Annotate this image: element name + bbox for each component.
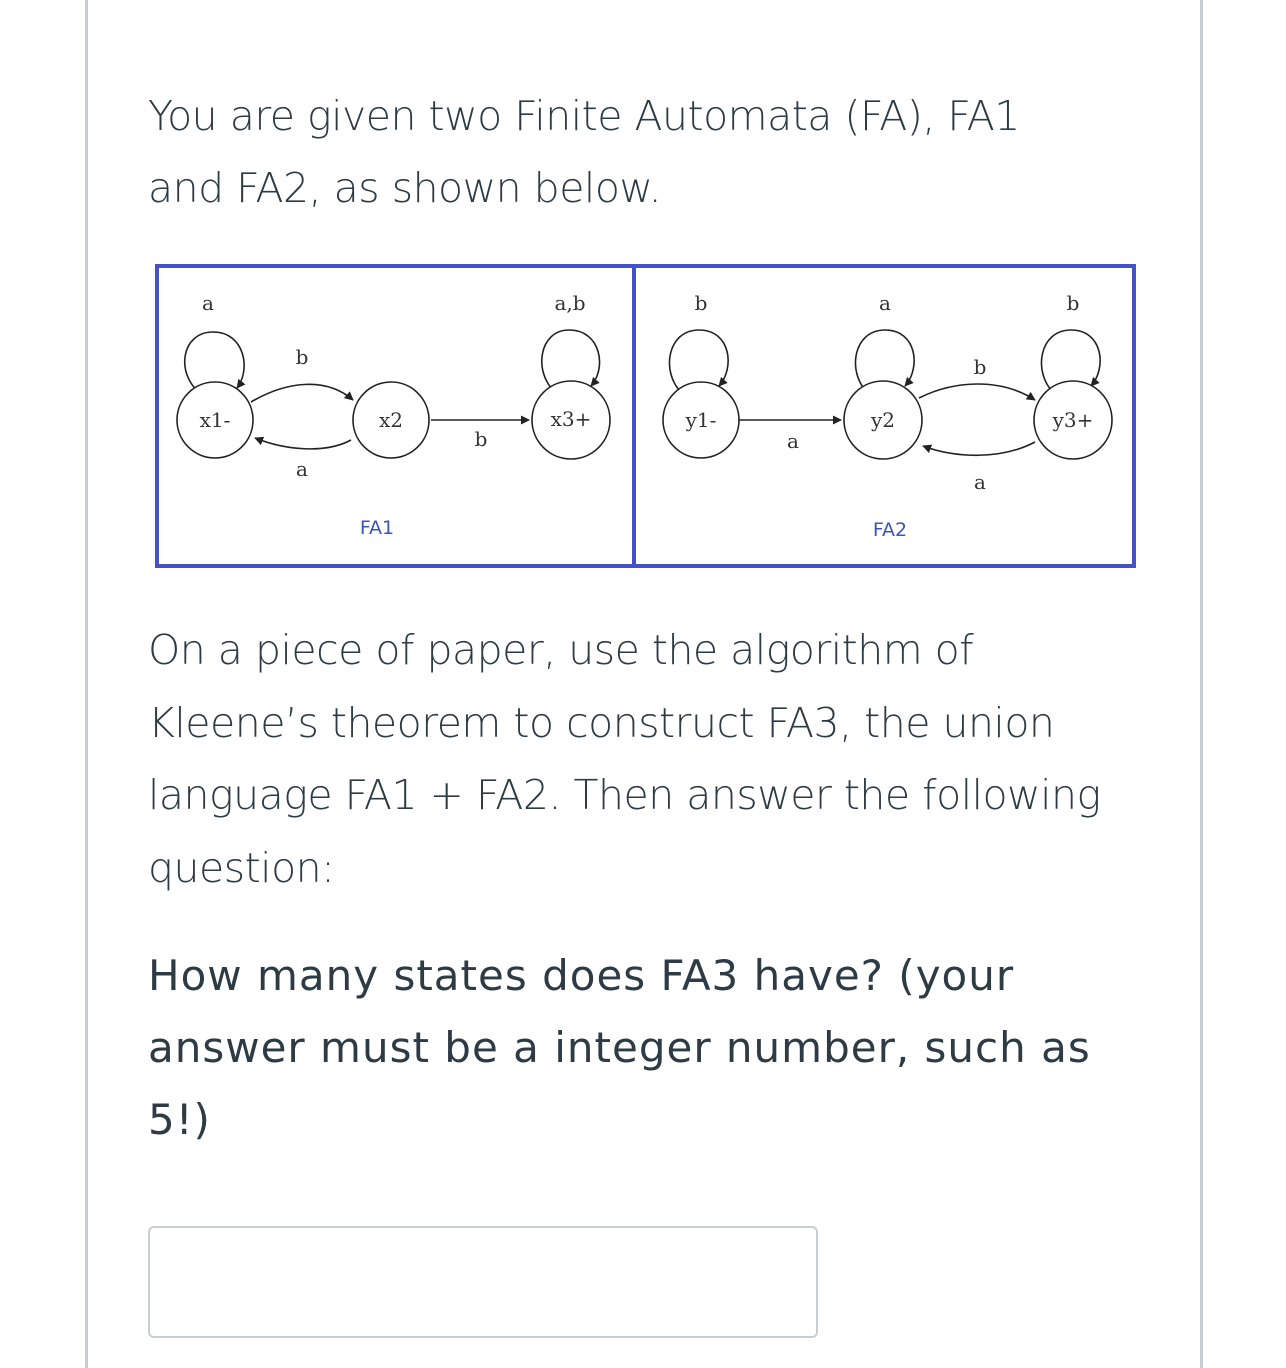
instructions-line: question: <box>148 843 335 892</box>
y2-to-y3-label: b <box>973 355 987 379</box>
question-line: answer must be a integer number, such as <box>148 1023 1091 1072</box>
state-y1-label: y1- <box>685 408 717 432</box>
intro-text <box>148 80 1148 224</box>
y3-to-y2-edge <box>923 442 1035 455</box>
y1-to-y2-label: a <box>787 429 799 453</box>
instructions-line: On a piece of paper, use the algorithm of <box>148 626 974 674</box>
x1-to-x2-label: b <box>295 345 309 369</box>
x1-loop-label: a <box>202 291 214 315</box>
question-text <box>148 940 1158 1156</box>
y2-loop-label: a <box>879 291 891 315</box>
fa2-caption: FA2 <box>872 519 908 541</box>
state-y3-label: y3+ <box>1052 408 1094 432</box>
fa1-caption: FA1 <box>359 517 395 539</box>
instructions-text <box>148 614 1158 904</box>
y3-loop-label: b <box>1066 291 1080 315</box>
instructions-line: language FA1 + FA2. Then answer the following <box>148 771 1101 819</box>
state-x2-label: x2 <box>378 408 404 432</box>
y1-loop-label: b <box>694 291 708 315</box>
y3-to-y2-label: a <box>974 470 986 494</box>
question-line: How many states does FA3 have? (your <box>148 951 1015 1000</box>
x2-to-x1-edge <box>255 438 351 449</box>
answer-input[interactable] <box>148 1226 818 1338</box>
state-y2-label: y2 <box>870 408 896 432</box>
y2-to-y3-edge <box>919 384 1035 400</box>
x1-to-x2-edge <box>251 384 353 402</box>
x2-to-x3-label: b <box>474 427 488 451</box>
automata-diagram <box>155 264 1137 568</box>
intro-line: You are given two Finite Automata (FA), FA1 <box>148 92 1020 140</box>
state-x3-label: x3+ <box>550 407 592 431</box>
x3-loop-label: a,b <box>554 291 586 315</box>
intro-line: and FA2, as shown below. <box>148 164 662 212</box>
state-x1-label: x1- <box>199 408 231 432</box>
x2-to-x1-label: a <box>296 457 308 481</box>
instructions-line: Kleene’s theorem to construct FA3, the union <box>148 698 1055 747</box>
question-line: 5!) <box>148 1095 211 1144</box>
